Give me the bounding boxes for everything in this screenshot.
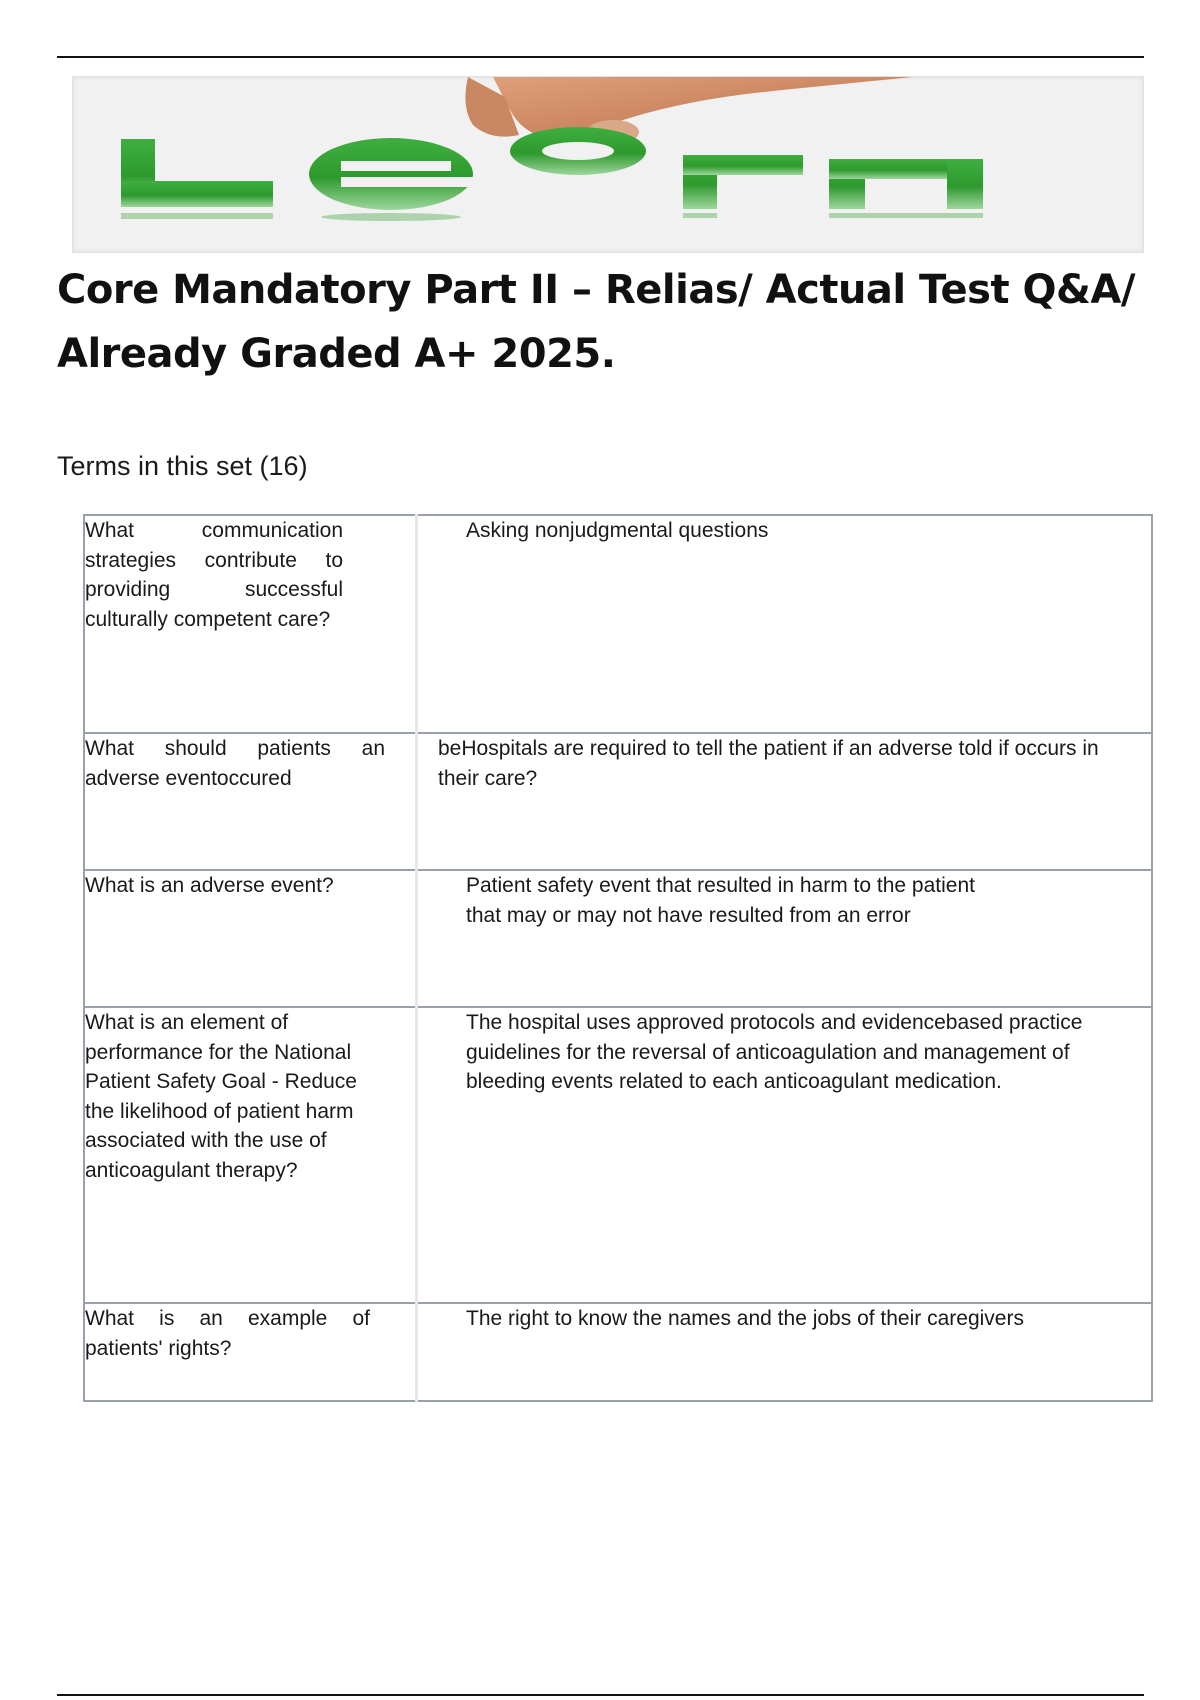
letter-r-shape (683, 155, 803, 209)
question-text: What is an example of patients' rights? (85, 1307, 370, 1360)
table-row (84, 1007, 1152, 1303)
question-text: What communication strategies contribute to providing successful culturally competent care? (85, 519, 343, 631)
answer-text: beHospitals are required to tell the patient if an adverse told if occurs in their care? (438, 737, 1099, 790)
question-text: What is an adverse event? (85, 874, 334, 897)
learn-banner-image (72, 76, 1144, 253)
learn-banner-graphic (73, 77, 1143, 252)
answer-cell (417, 1303, 1153, 1401)
answer-cell (417, 870, 1153, 1007)
letter-a-shape (510, 127, 646, 175)
document-title: Core Mandatory Part II – Relias/ Actual Test Q&A/ Already Graded A+ 2025. (57, 267, 1135, 377)
answer-cell (417, 1007, 1153, 1303)
answer-text: The right to know the names and the jobs of their caregivers (466, 1307, 1024, 1330)
answer-text: Asking nonjudgmental questions (466, 519, 769, 542)
answer-text: Patient safety event that resulted in harm to the patient that may or may not have resulted from an error (466, 874, 975, 927)
table-row (84, 1303, 1152, 1401)
question-cell (84, 515, 417, 733)
table-row (84, 515, 1152, 733)
top-rule (57, 56, 1144, 58)
table-row (84, 733, 1152, 870)
letter-l-shape (121, 139, 273, 207)
bottom-rule (57, 1694, 1144, 1696)
question-cell (84, 870, 417, 1007)
question-cell (84, 733, 417, 870)
qa-table (83, 514, 1153, 1402)
table-row (84, 870, 1152, 1007)
letter-n-shape (829, 159, 983, 209)
terms-count-label: Terms in this set (16) (57, 451, 308, 481)
letter-e-shape (309, 138, 481, 210)
question-cell (84, 1303, 417, 1401)
answer-cell (417, 515, 1153, 733)
answer-text: The hospital uses approved protocols and evidencebased practice guidelines for the reversal of anticoagulation and management of bleeding events related to each anticoagulant medication. (466, 1011, 1083, 1093)
answer-cell (417, 733, 1153, 870)
question-text: What should patients an adverse eventoccured (85, 737, 385, 790)
text-reflection (121, 213, 983, 221)
question-cell (84, 1007, 417, 1303)
question-text: What is an element of performance for the National Patient Safety Goal - Reduce the likelihood of patient harm associated with the use of anticoagulant therapy? (85, 1011, 357, 1182)
